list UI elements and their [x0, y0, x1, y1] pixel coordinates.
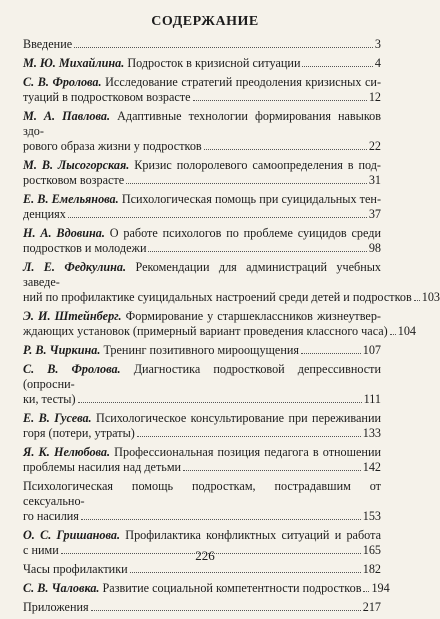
toc-title-line: [23, 509, 381, 524]
toc-page-number: 103: [421, 290, 440, 305]
toc-title-line: [23, 324, 417, 339]
toc-title-line: [23, 426, 381, 441]
toc-title-line: [23, 260, 381, 290]
toc-title-line: [23, 56, 381, 71]
toc-entry: [23, 37, 381, 52]
toc-title-line: [23, 37, 381, 52]
toc-entry: [23, 445, 381, 475]
toc-author: Э. И. Штейнберг.: [23, 309, 122, 323]
dot-leader: [68, 217, 367, 218]
toc-title-text: Формирование у старшеклассников жизнеутвер-: [125, 309, 381, 323]
toc-page-number: 165: [362, 543, 381, 558]
toc-page-number: 104: [397, 324, 417, 339]
toc-title-text: ждающих установок (примерный вариант проведения классного часа): [23, 324, 388, 339]
toc-entry: [23, 226, 381, 256]
toc-page-number: 142: [362, 460, 381, 475]
toc-title-text: рового образа жизни у подростков: [23, 139, 202, 153]
dot-leader: [148, 251, 366, 252]
toc-entry: [23, 479, 381, 525]
toc-page-number: 12: [368, 89, 381, 104]
page-title: СОДЕРЖАНИЕ: [151, 14, 259, 29]
toc-title-text: Психологическая помощь подросткам, пострадавшим от сексуально-: [23, 479, 381, 509]
toc-title-text: Развитие социальной компетентности подростков: [102, 581, 362, 595]
toc-title-text: Приложения: [23, 599, 89, 614]
toc-page-number: 111: [363, 392, 381, 407]
toc-entry: [23, 562, 381, 577]
toc-title-text: Профилактика конфликтных ситуаций и работа: [125, 528, 381, 543]
toc-author: Л. Е. Федкулина.: [23, 259, 127, 274]
dot-leader: [183, 470, 361, 471]
toc-page-number: 194: [371, 581, 390, 595]
toc-title-text: Адаптивные технологии формирования навыков здо-: [23, 108, 382, 138]
toc-title-line: [23, 75, 381, 90]
toc-title-line: [23, 392, 381, 407]
toc-title-text: Исследование стратегий преодоления кризисных си-: [105, 74, 382, 89]
toc-author: Р. В. Чиркина.: [23, 343, 101, 357]
dot-leader: [193, 100, 367, 101]
toc-entry: [23, 192, 381, 222]
toc-entry: [23, 309, 417, 339]
dot-leader: [130, 572, 361, 573]
dot-leader: [126, 183, 367, 184]
toc-title-text: Профессиональная позиция педагога в отношении: [114, 445, 382, 459]
toc-author: М. А. Павлова.: [23, 108, 111, 123]
page-number: 226: [195, 548, 215, 563]
toc-title-text: Тренинг позитивного мироощущения: [103, 343, 299, 357]
toc-author: Я. К. Нелюбова.: [23, 445, 111, 459]
toc-page-number: 153: [362, 509, 381, 524]
toc-entry: [23, 109, 381, 155]
toc-author: Н. А. Вдовина.: [23, 225, 105, 240]
toc-title-text: Введение: [23, 37, 73, 51]
toc-entry: [23, 362, 381, 408]
toc-title-text: Рекомендации для администраций учебных заведе-: [23, 259, 382, 289]
toc-title-line: [23, 241, 381, 256]
dot-leader: [74, 47, 373, 48]
toc-title-line: [23, 192, 381, 207]
toc-title-line: [23, 479, 381, 509]
dot-leader: [91, 610, 361, 611]
dot-leader: [414, 300, 420, 301]
toc-entry: [23, 600, 381, 615]
toc-title-line: [23, 109, 381, 139]
dot-leader: [204, 149, 367, 150]
toc-title-line: [23, 290, 440, 305]
toc-title-text: Психологическая помощь при суицидальных тен-: [121, 191, 382, 206]
toc-title-line: [23, 460, 381, 475]
table-of-contents: [23, 37, 440, 619]
toc-title-text: подростков и молодежи: [23, 241, 147, 255]
toc-title-line: [23, 445, 381, 460]
toc-title-line: [23, 226, 381, 241]
toc-page-number: 182: [362, 562, 381, 577]
toc-author: М. В. Лысогорская.: [23, 157, 130, 172]
toc-page-number: 217: [362, 599, 381, 614]
toc-title-line: [23, 528, 381, 543]
toc-author: С. В. Фролова.: [23, 74, 102, 89]
toc-page-number: 31: [368, 173, 381, 187]
toc-title-line: [23, 362, 381, 392]
toc-title-line: [23, 173, 381, 188]
toc-page-number: 22: [368, 139, 381, 153]
toc-title-line: [23, 158, 381, 173]
toc-title-text: Психологическое консультирование при переживании: [96, 411, 381, 425]
toc-title-text: денциях: [23, 207, 66, 221]
toc-page-number: 133: [362, 426, 381, 441]
dot-leader: [301, 353, 361, 354]
toc-author: Е. В. Гусева.: [23, 411, 92, 425]
toc-title-line: [23, 562, 381, 577]
toc-entry: [23, 411, 381, 441]
toc-author: О. С. Гришанова.: [23, 528, 121, 543]
toc-entry: [23, 343, 381, 358]
toc-entry: [23, 158, 381, 188]
toc-title-line: [23, 343, 381, 358]
toc-page-number: 3: [374, 37, 381, 51]
dot-leader: [78, 402, 362, 403]
toc-title-line: [23, 139, 381, 154]
toc-title-text: Диагностика подростковой депрессивности (опросни-: [23, 361, 381, 391]
dot-leader: [302, 66, 372, 67]
toc-title-line: [23, 600, 381, 615]
toc-page-number: 98: [368, 241, 381, 255]
toc-title-text: ростковом возрасте: [23, 173, 125, 187]
toc-title-text: Кризис полоролевого самоопределения в под-: [134, 157, 381, 172]
toc-title-line: [23, 581, 390, 596]
toc-title-text: го насилия: [23, 509, 79, 524]
dot-leader: [81, 519, 361, 520]
toc-title-line: [23, 90, 381, 105]
toc-title-text: Подросток в кризисной ситуации: [127, 55, 301, 70]
toc-title-line: [23, 309, 381, 324]
toc-title-text: с ними: [23, 543, 59, 558]
dot-leader: [363, 591, 369, 592]
dot-leader: [137, 436, 361, 437]
toc-entry: [23, 259, 440, 306]
toc-author: С. В. Чаловка.: [23, 581, 100, 595]
toc-title-text: О работе психологов по проблеме суицидов среди: [109, 225, 381, 240]
toc-title-text: горя (потери, утраты): [23, 426, 135, 441]
toc-title-text: туаций в подростковом возрасте: [23, 89, 191, 104]
toc-page-number: 107: [362, 343, 381, 357]
toc-entry: [23, 75, 381, 105]
toc-page-number: 37: [368, 207, 381, 221]
dot-leader: [390, 334, 396, 335]
toc-title-text: Часы профилактики: [23, 562, 128, 577]
toc-entry: [23, 581, 390, 596]
toc-entry: [23, 56, 381, 71]
toc-title-line: [23, 207, 381, 222]
toc-author: М. Ю. Михайлина.: [23, 55, 125, 70]
toc-title-text: ки, тесты): [23, 392, 76, 407]
toc-title-text: ний по профилактике суицидальных настроений среди детей и подростков: [23, 290, 412, 305]
toc-title-line: [23, 411, 381, 426]
toc-author: Е. В. Емельянова.: [23, 191, 119, 206]
toc-page-number: 4: [374, 55, 381, 70]
toc-title-text: проблемы насилия над детьми: [23, 460, 182, 475]
toc-author: С. В. Фролова.: [23, 361, 121, 376]
